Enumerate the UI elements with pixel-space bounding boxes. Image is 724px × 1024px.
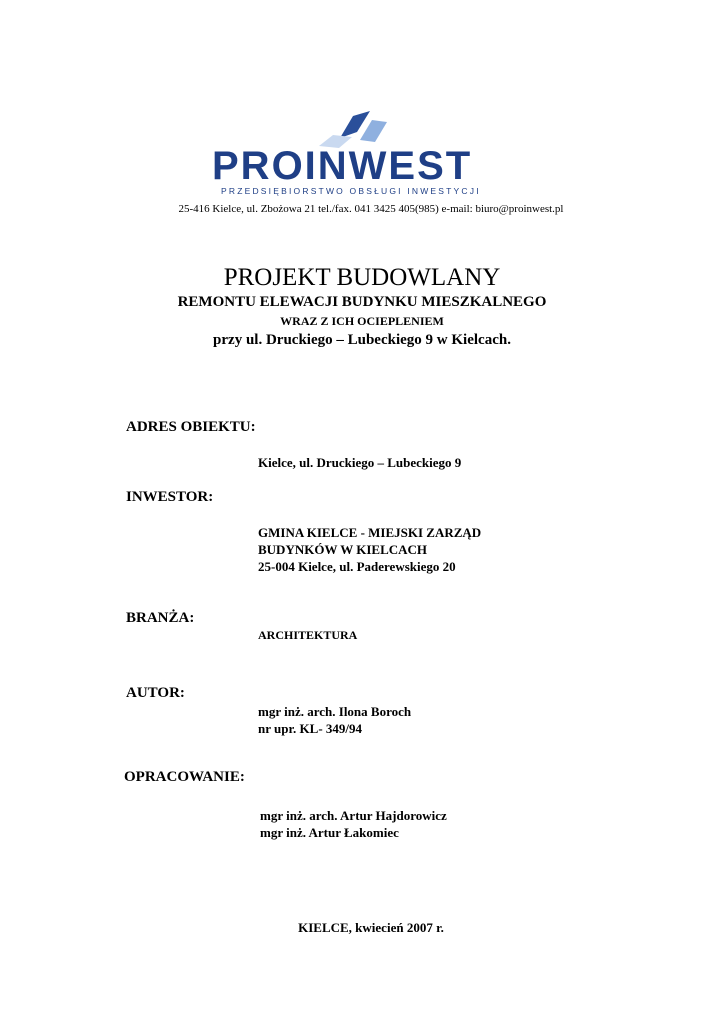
document-title: PROJEKT BUDOWLANY (223, 264, 501, 291)
logo-tagline: PRZEDSIĘBIORSTWO OBSŁUGI INWESTYCJI (221, 186, 481, 196)
investor-line-2: BUDYNKÓW W KIELCACH (258, 542, 428, 557)
prepared-label: OPRACOWANIE: (124, 769, 245, 785)
author-line-1: mgr inż. arch. Ilona Boroch (258, 704, 412, 719)
investor-label: INWESTOR: (126, 489, 214, 505)
title-line-1: REMONTU ELEWACJI BUDYNKU MIESZKALNEGO (177, 294, 547, 310)
investor-line-3: 25-004 Kielce, ul. Paderewskiego 20 (258, 559, 456, 574)
company-logo (212, 110, 512, 196)
author-label: AUTOR: (126, 685, 185, 701)
prepared-line-1: mgr inż. arch. Artur Hajdorowicz (260, 808, 447, 823)
branch-value: ARCHITEKTURA (258, 628, 358, 642)
branch-label: BRANŻA: (126, 610, 195, 626)
address-label: ADRES OBIEKTU: (126, 419, 256, 435)
investor-line-1: GMINA KIELCE - MIEJSKI ZARZĄD (258, 525, 482, 540)
author-line-2: nr upr. KL- 349/94 (258, 721, 363, 736)
address-value: Kielce, ul. Druckiego – Lubeckiego 9 (258, 455, 462, 470)
title-line-2: WRAZ Z ICH OCIEPLENIEM (280, 314, 444, 328)
title-line-3: przy ul. Druckiego – Lubeckiego 9 w Kielcach. (213, 332, 511, 348)
place-date: KIELCE, kwiecień 2007 r. (298, 920, 444, 935)
contact-line: 25-416 Kielce, ul. Zbożowa 21 tel./fax. 041 3425 405(985) e-mail: biuro@proinwest.pl (178, 203, 564, 215)
prepared-line-2: mgr inż. Artur Łakomiec (260, 825, 399, 840)
logo-wordmark: PROINWEST (212, 144, 473, 188)
